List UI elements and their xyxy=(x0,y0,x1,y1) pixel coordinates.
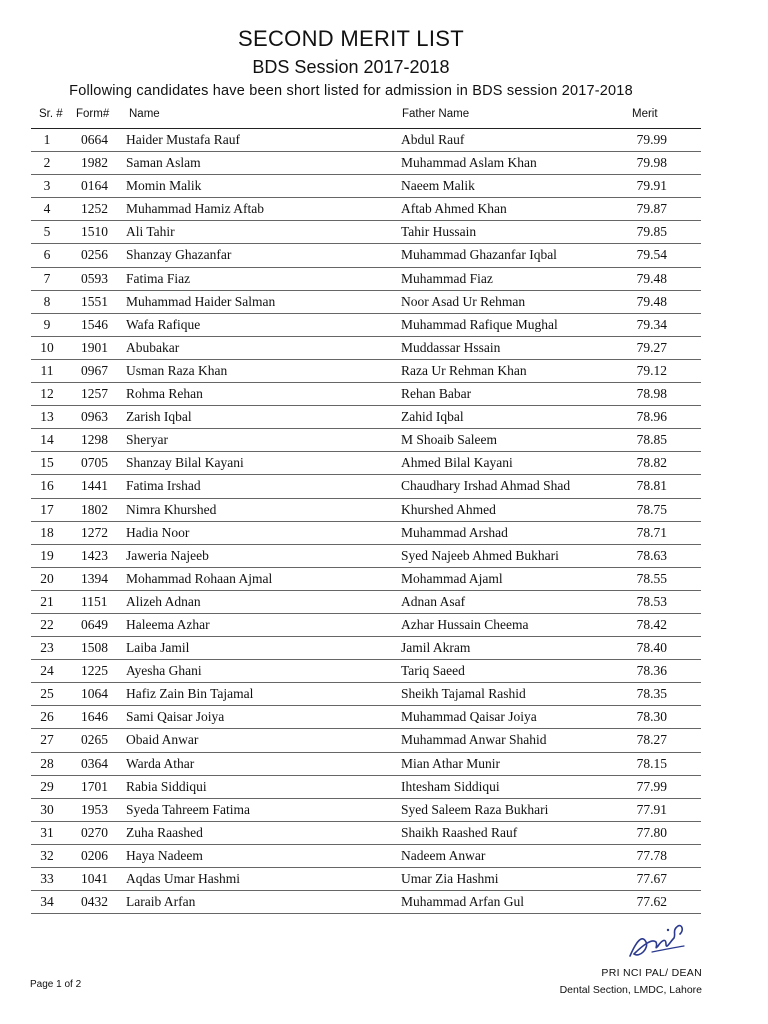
serial-number: 14 xyxy=(40,432,54,448)
table-row xyxy=(31,660,701,683)
father-name: Muddassar Hssain xyxy=(401,339,501,355)
merit-score: 79.12 xyxy=(636,362,667,378)
form-number: 0164 xyxy=(81,178,108,194)
form-number: 0963 xyxy=(81,409,108,425)
table-row xyxy=(31,383,701,406)
candidate-name: Obaid Anwar xyxy=(126,732,199,748)
merit-score: 78.30 xyxy=(636,709,667,725)
serial-number: 10 xyxy=(40,339,54,355)
table-row xyxy=(31,868,701,891)
father-name: Mohammad Ajaml xyxy=(401,570,503,586)
father-name: Tahir Hussain xyxy=(401,224,477,240)
table-row xyxy=(31,406,701,429)
candidate-name: Momin Malik xyxy=(126,178,202,194)
candidate-name: Haleema Azhar xyxy=(126,616,210,632)
merit-table xyxy=(31,129,701,914)
merit-score: 79.54 xyxy=(636,247,667,263)
father-name: Shaikh Raashed Rauf xyxy=(401,824,518,840)
merit-score: 77.62 xyxy=(636,894,667,910)
father-name: Sheikh Tajamal Rashid xyxy=(401,686,526,702)
father-name: Rehan Babar xyxy=(401,386,472,402)
merit-score: 79.48 xyxy=(636,270,667,286)
serial-number: 5 xyxy=(43,224,51,240)
serial-number: 20 xyxy=(40,570,54,586)
serial-number: 15 xyxy=(40,455,54,471)
candidate-name: Sami Qaisar Joiya xyxy=(126,709,225,725)
signatory-department: Dental Section, LMDC, Lahore xyxy=(559,984,702,996)
merit-score: 79.48 xyxy=(636,293,667,309)
candidate-name: Abubakar xyxy=(126,339,180,355)
table-row xyxy=(31,799,701,822)
page-title: SECOND MERIT LIST xyxy=(238,26,464,51)
father-name: Raza Ur Rehman Khan xyxy=(401,362,527,378)
candidate-name: Rohma Rehan xyxy=(126,386,203,402)
merit-score: 77.67 xyxy=(636,871,667,886)
father-name: Muhammad Fiaz xyxy=(401,270,493,286)
candidate-name: Fatima Irshad xyxy=(126,478,201,494)
father-name: Naeem Malik xyxy=(401,178,475,194)
form-number: 1901 xyxy=(81,339,108,355)
merit-score: 78.42 xyxy=(636,616,667,632)
father-name: Chaudhary Irshad Ahmad Shad xyxy=(401,478,571,494)
form-number: 1252 xyxy=(81,201,108,217)
father-name: Muhammad Aslam Khan xyxy=(401,155,537,171)
serial-number: 12 xyxy=(40,386,54,402)
candidate-name: Hafiz Zain Bin Tajamal xyxy=(126,686,254,702)
table-row xyxy=(31,175,701,198)
merit-score: 78.98 xyxy=(636,386,667,402)
form-number: 0649 xyxy=(81,616,108,632)
candidate-name: Wafa Rafique xyxy=(126,316,201,332)
serial-number: 28 xyxy=(40,755,54,771)
merit-score: 78.40 xyxy=(636,640,667,656)
form-number: 1041 xyxy=(81,871,108,886)
table-row xyxy=(31,729,701,752)
form-number: 1510 xyxy=(81,224,108,240)
merit-score: 77.80 xyxy=(636,824,667,840)
candidate-name: Muhammad Hamiz Aftab xyxy=(126,201,264,217)
father-name: Muhammad Anwar Shahid xyxy=(401,732,547,748)
serial-number: 32 xyxy=(40,847,54,863)
form-number: 0265 xyxy=(81,732,108,748)
form-number: 1802 xyxy=(81,501,108,517)
serial-number: 23 xyxy=(40,640,54,656)
merit-score: 79.87 xyxy=(636,201,667,217)
father-name: Nadeem Anwar xyxy=(401,847,486,863)
father-name: Khurshed Ahmed xyxy=(401,501,496,517)
father-name: Muhammad Ghazanfar Iqbal xyxy=(401,247,557,263)
form-number: 1953 xyxy=(81,801,108,817)
candidate-name: Alizeh Adnan xyxy=(126,593,201,609)
serial-number: 2 xyxy=(43,155,51,171)
table-row xyxy=(31,845,701,868)
serial-number: 17 xyxy=(40,501,54,517)
candidate-name: Nimra Khurshed xyxy=(126,501,217,517)
form-number: 1257 xyxy=(81,386,108,402)
serial-number: 21 xyxy=(40,593,54,609)
header-father-name: Father Name xyxy=(402,108,470,120)
candidate-name: Aqdas Umar Hashmi xyxy=(126,871,240,886)
form-number: 1298 xyxy=(81,432,108,448)
form-number: 1551 xyxy=(81,293,108,309)
candidate-name: Muhammad Haider Salman xyxy=(126,293,276,309)
merit-score: 78.55 xyxy=(636,570,667,586)
candidate-name: Sheryar xyxy=(126,432,168,448)
table-row xyxy=(31,475,701,498)
form-number: 1394 xyxy=(81,570,108,586)
merit-score: 77.99 xyxy=(636,778,667,794)
merit-score: 77.91 xyxy=(636,801,667,817)
merit-score: 78.35 xyxy=(636,686,667,702)
table-row xyxy=(31,360,701,383)
table-row xyxy=(31,221,701,244)
father-name: Ihtesham Siddiqui xyxy=(401,778,500,794)
page-number: Page 1 of 2 xyxy=(30,979,82,990)
merit-score: 78.63 xyxy=(636,547,667,563)
father-name: Aftab Ahmed Khan xyxy=(401,201,507,217)
serial-number: 1 xyxy=(43,132,51,147)
form-number: 0593 xyxy=(81,270,108,286)
header-name: Name xyxy=(129,108,160,120)
form-number: 1423 xyxy=(81,547,108,563)
father-name: Syed Najeeb Ahmed Bukhari xyxy=(401,547,559,563)
table-row xyxy=(31,337,701,360)
table-row xyxy=(31,522,701,545)
father-name: Muhammad Rafique Mughal xyxy=(401,316,558,332)
merit-score: 78.27 xyxy=(636,732,667,748)
intro-text: Following candidates have been short listed for admission in BDS session 2017-2018 xyxy=(69,83,633,99)
form-number: 1151 xyxy=(81,593,108,609)
merit-score: 78.85 xyxy=(636,432,667,448)
candidate-name: Usman Raza Khan xyxy=(126,362,228,378)
father-name: Ahmed Bilal Kayani xyxy=(401,455,513,471)
table-row xyxy=(31,591,701,614)
father-name: M Shoaib Saleem xyxy=(401,432,497,448)
table-row xyxy=(31,429,701,452)
father-name: Abdul Rauf xyxy=(401,132,465,147)
form-number: 1225 xyxy=(81,663,108,679)
candidate-name: Ali Tahir xyxy=(126,224,175,240)
table-row xyxy=(31,244,701,267)
candidate-name: Zarish Iqbal xyxy=(126,409,192,425)
form-number: 1064 xyxy=(81,686,108,702)
father-name: Muhammad Arfan Gul xyxy=(401,894,524,910)
candidate-name: Rabia Siddiqui xyxy=(126,778,207,794)
serial-number: 3 xyxy=(43,178,51,194)
table-row xyxy=(31,152,701,175)
father-name: Tariq Saeed xyxy=(401,663,465,679)
header-sr: Sr. # xyxy=(39,108,63,120)
form-number: 1701 xyxy=(81,778,108,794)
merit-score: 79.98 xyxy=(636,155,667,171)
serial-number: 30 xyxy=(40,801,54,817)
table-row xyxy=(31,614,701,637)
serial-number: 26 xyxy=(40,709,54,725)
merit-score: 78.82 xyxy=(636,455,667,471)
form-number: 0432 xyxy=(81,894,108,910)
table-row xyxy=(31,129,701,152)
father-name: Mian Athar Munir xyxy=(401,755,500,771)
header-form: Form# xyxy=(76,108,110,120)
candidate-name: Jaweria Najeeb xyxy=(126,547,209,563)
candidate-name: Fatima Fiaz xyxy=(126,270,191,286)
candidate-name: Hadia Noor xyxy=(126,524,190,540)
serial-number: 4 xyxy=(43,201,51,217)
table-row xyxy=(31,683,701,706)
form-number: 0664 xyxy=(81,132,108,147)
table-row xyxy=(31,545,701,568)
table-row xyxy=(31,291,701,314)
serial-number: 25 xyxy=(40,686,54,702)
father-name: Adnan Asaf xyxy=(401,593,466,609)
candidate-name: Syeda Tahreem Fatima xyxy=(126,801,251,817)
table-row xyxy=(31,314,701,337)
serial-number: 6 xyxy=(43,247,51,263)
father-name: Azhar Hussain Cheema xyxy=(401,616,529,632)
serial-number: 13 xyxy=(40,409,54,425)
candidate-name: Mohammad Rohaan Ajmal xyxy=(126,570,273,586)
father-name: Syed Saleem Raza Bukhari xyxy=(401,801,549,817)
father-name: Zahid Iqbal xyxy=(401,409,464,425)
candidate-name: Laiba Jamil xyxy=(126,640,190,656)
father-name: Jamil Akram xyxy=(401,640,471,656)
table-row xyxy=(31,706,701,729)
form-number: 0705 xyxy=(81,455,108,471)
form-number: 1508 xyxy=(81,640,108,656)
merit-score: 79.34 xyxy=(636,316,667,332)
merit-score: 78.71 xyxy=(636,524,667,540)
father-name: Muhammad Arshad xyxy=(401,524,508,540)
candidate-name: Saman Aslam xyxy=(126,155,201,171)
serial-number: 9 xyxy=(43,316,51,332)
candidate-name: Shanzay Ghazanfar xyxy=(126,247,232,263)
table-row xyxy=(31,452,701,475)
serial-number: 34 xyxy=(40,894,54,910)
form-number: 1546 xyxy=(81,316,108,332)
candidate-name: Shanzay Bilal Kayani xyxy=(126,455,244,471)
table-row xyxy=(31,753,701,776)
serial-number: 18 xyxy=(40,524,54,540)
table-row xyxy=(31,776,701,799)
merit-score: 78.96 xyxy=(636,409,667,425)
candidate-name: Haider Mustafa Rauf xyxy=(126,132,240,147)
session-subtitle: BDS Session 2017-2018 xyxy=(252,57,450,77)
header-merit: Merit xyxy=(632,108,658,120)
merit-score: 77.78 xyxy=(636,847,667,863)
candidate-name: Laraib Arfan xyxy=(126,894,196,910)
form-number: 1441 xyxy=(81,478,108,494)
table-row xyxy=(31,268,701,291)
serial-number: 7 xyxy=(43,270,51,286)
serial-number: 33 xyxy=(40,871,54,886)
father-name: Noor Asad Ur Rehman xyxy=(401,293,526,309)
table-row xyxy=(31,822,701,845)
merit-score: 79.85 xyxy=(636,224,667,240)
principal-signature xyxy=(622,912,692,964)
serial-number: 24 xyxy=(40,663,54,679)
table-row xyxy=(31,568,701,591)
serial-number: 19 xyxy=(40,547,54,563)
candidate-name: Haya Nadeem xyxy=(126,847,203,863)
merit-score: 79.99 xyxy=(636,132,667,147)
serial-number: 31 xyxy=(40,824,54,840)
form-number: 1646 xyxy=(81,709,108,725)
father-name: Muhammad Qaisar Joiya xyxy=(401,709,537,725)
candidate-name: Zuha Raashed xyxy=(126,824,203,840)
table-row xyxy=(31,891,701,914)
table-row xyxy=(31,198,701,221)
merit-score: 79.91 xyxy=(636,178,667,194)
form-number: 1982 xyxy=(81,155,108,171)
table-row xyxy=(31,637,701,660)
form-number: 0256 xyxy=(81,247,108,263)
serial-number: 11 xyxy=(40,362,54,378)
form-number: 0206 xyxy=(81,847,108,863)
serial-number: 22 xyxy=(40,616,54,632)
merit-score: 78.75 xyxy=(636,501,667,517)
form-number: 1272 xyxy=(81,524,108,540)
serial-number: 29 xyxy=(40,778,54,794)
candidate-name: Ayesha Ghani xyxy=(126,663,202,679)
serial-number: 8 xyxy=(43,293,51,309)
father-name: Umar Zia Hashmi xyxy=(401,871,499,886)
signatory-title: PRI NCI PAL/ DEAN xyxy=(601,967,702,979)
table-row xyxy=(31,499,701,522)
merit-score: 78.53 xyxy=(636,593,667,609)
merit-score: 78.15 xyxy=(636,755,667,771)
form-number: 0967 xyxy=(81,362,108,378)
merit-score: 78.36 xyxy=(636,663,667,679)
table-header xyxy=(0,106,768,128)
form-number: 0364 xyxy=(81,755,108,771)
merit-score: 78.81 xyxy=(636,478,667,494)
serial-number: 27 xyxy=(40,732,54,748)
candidate-name: Warda Athar xyxy=(126,755,195,771)
serial-number: 16 xyxy=(40,478,54,494)
merit-score: 79.27 xyxy=(636,339,667,355)
form-number: 0270 xyxy=(81,824,108,840)
